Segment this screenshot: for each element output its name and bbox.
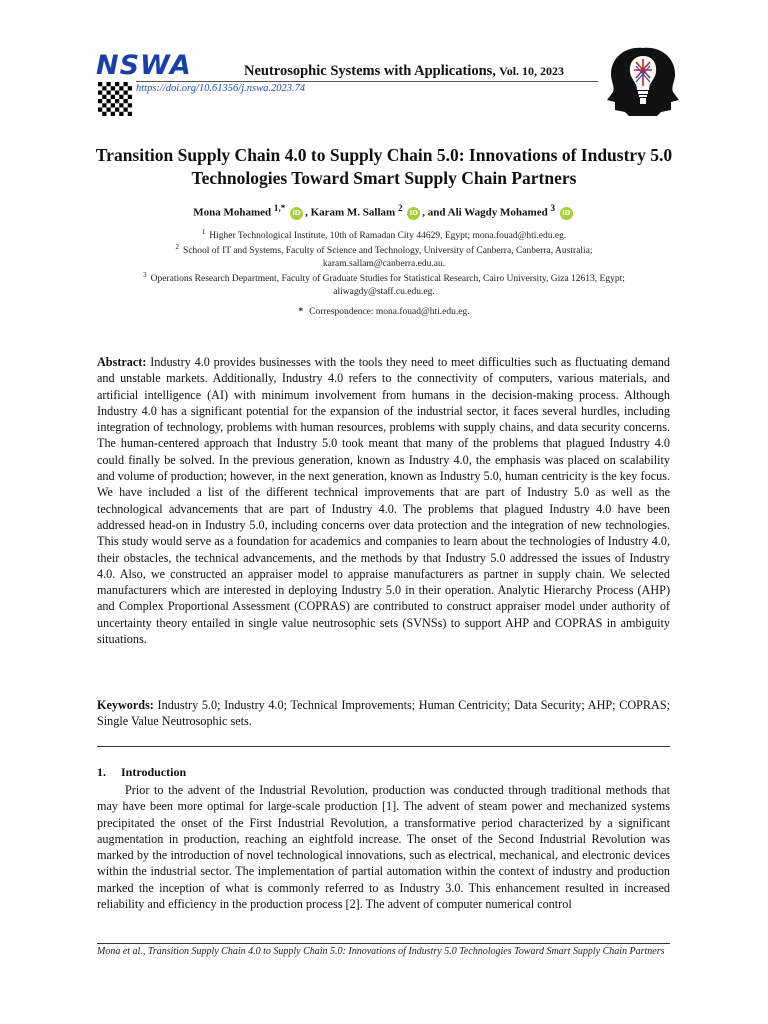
author-affiliation-mark: 1,* (273, 203, 286, 213)
abstract-text: Industry 4.0 provides businesses with the tools they need to meet difficulties such as fluctuating demand and unstable markets. Additionally, Industry 4.0 refers to the connectivity of computers, various materials, and artificial intelligence (AI) with minimum involvement from humans in the decision-making process. Although Industry 4.0 has a significant potential for the expansion of the industrial sector, it faces several hurdles, including integration of technology, problems with human resources, problems with supply chains, and data security concerns. The human-centered approach that Industry 5.0 took meant that many of the problems that plagued Industry 4.0 could finally be solved. In the previous generation, known as Industry 4.0, the emphasis was placed on scalability and volume of production; however, in the next generation, known as Industry 5.0, human centricity is the key focus. We have included a list of the different technical improvements that are part of Industry 5.0 as well as the technological advancements that are part of Industry 4.0. The problems that plagued Industry 4.0 have been addressed head-on in Industry 5.0, including concerns over data protection and the integration of new technologies. This study would serve as a foundation for academics and companies to learn about the technologies of Industry 4.0, their obstacles, the technical advancements, and the methods by that Industry 5.0 addressed the issues of Industry 4.0. Also, we constructed an appraiser model to appraise manufacturers as partner in supply chain. We selected manufacturers which are interested in deploying Industry 5.0 in their operation. Analytic Hierarchy Process (AHP) and Complex Proportional Assessment (COPRAS) are contributed to construct appraiser model under authority of uncertainty theory entailed in single value neutrosophic sets (SVNSs) to support AHP and COPRAS in ambiguity situations. (97, 355, 670, 647)
abstract-label: Abstract: (97, 355, 147, 369)
doi-link[interactable]: https://doi.org/10.61356/j.nswa.2023.74 (136, 83, 306, 94)
section-divider (97, 746, 670, 747)
affiliation-3 (70, 269, 698, 299)
journal-name: Neutrosophic Systems with Applications, (244, 63, 496, 79)
running-footer: Mona et al., Transition Supply Chain 4.0 to Supply Chain 5.0: Innovations of Industry 5.0 Technologies Toward Smart Supply Chain Partners (97, 946, 665, 957)
correspondence (70, 306, 698, 319)
correspondence-text: Correspondence: mona.fouad@hti.edu.eg. (309, 307, 470, 317)
journal-volume: Vol. 10, 2023 (499, 64, 565, 78)
checkerboard-icon (98, 82, 132, 116)
author-name: , Karam M. Sallam (305, 206, 396, 219)
affiliation-text: School of IT and Systems, Faculty of Science and Technology, University of Canberra, Canberra, Australia; (183, 246, 593, 257)
orcid-icon[interactable]: iD (290, 207, 303, 220)
affiliation-number: 2 (175, 243, 180, 251)
footer-divider (97, 943, 670, 944)
logo-text: NSWA (96, 50, 192, 81)
affiliation-email: aliwagdy@staff.cu.edu.eg. (333, 287, 435, 298)
header-divider (136, 81, 598, 82)
affiliation-email: karam.sallam@canberra.edu.au. (322, 259, 446, 270)
abstract (97, 354, 670, 647)
author-line (70, 203, 698, 220)
affiliation-number: 3 (143, 271, 147, 279)
author-name: , and Ali Wagdy Mohamed (422, 206, 548, 219)
keywords-text: Industry 5.0; Industry 4.0; Technical Improvements; Human Centricity; Data Security; AHP; COPRAS; Single Value Neutrosophic sets. (97, 698, 670, 729)
author-affiliation-mark: 3 (550, 203, 556, 213)
correspondence-mark: * (298, 307, 304, 317)
keywords-label: Keywords: (97, 698, 154, 712)
journal-citation (244, 63, 564, 80)
affiliation-2 (70, 241, 698, 271)
section-title: Introduction (121, 765, 187, 779)
twin-heads-emblem-icon (603, 42, 683, 118)
section-number: 1. (97, 765, 106, 779)
orcid-icon[interactable]: iD (407, 207, 420, 220)
author-name: Mona Mohamed (193, 206, 272, 219)
author-affiliation-mark: 2 (397, 203, 403, 213)
introduction-paragraph: Prior to the advent of the Industrial Revolution, production was conducted through traditional methods that may have been more optimal for large-scale production [1]. The advent of steam power and mechanized systems precipitated the onset of the First Industrial Revolution, a transformative period characterized by a significant augmentation in production, reaching an eightfold increase. The onset of the Second Industrial Revolution was marked by the introduction of novel technological innovations, such as electrical, mechanical, and electronic devices within the industrial sector. The implementation of partial automation within the context of industry and production marked the inception of what is commonly referred to as Industry 3.0. This enhancement resulted in increased reliability and efficiency in the production process [2]. The advent of computer numerical control (97, 783, 670, 912)
paper-title: Transition Supply Chain 4.0 to Supply Chain 5.0: Innovations of Industry 5.0 Technologies Toward Smart Supply Chain Partners (95, 145, 673, 188)
affiliation-text: Operations Research Department, Faculty of Graduate Studies for Statistical Research, Cairo University, Giza 12613, Egypt; (150, 274, 625, 285)
keywords (97, 697, 670, 730)
section-heading-introduction (97, 765, 186, 780)
orcid-icon[interactable]: iD (560, 207, 573, 220)
affiliation-text: Higher Technological Institute, 10th of Ramadan City 44629, Egypt; mona.fouad@hti.edu.eg. (209, 231, 567, 242)
affiliation-number: 1 (201, 228, 206, 236)
